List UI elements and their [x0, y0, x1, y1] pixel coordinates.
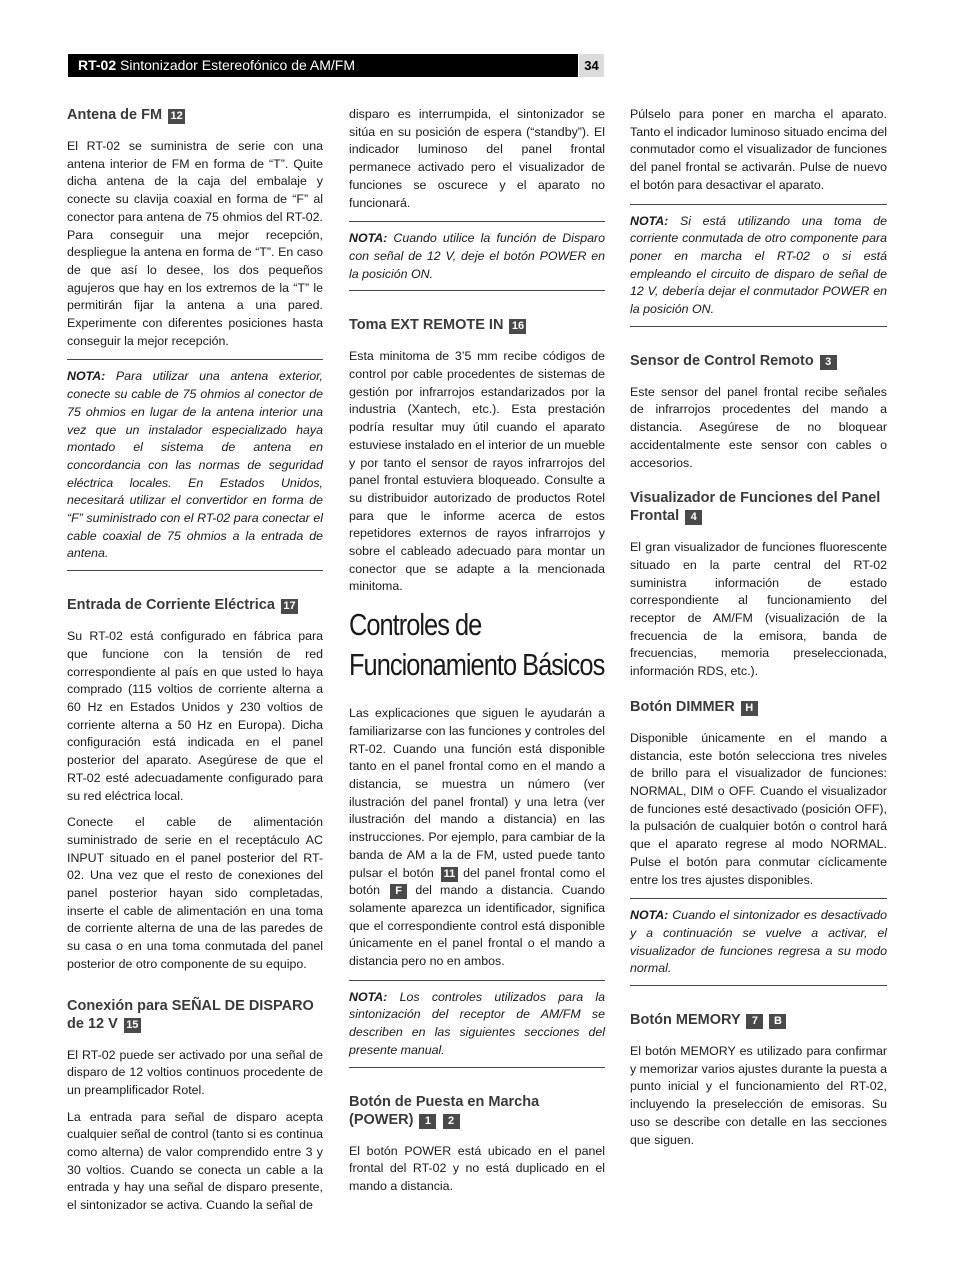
ref-badge: 7 [746, 1014, 763, 1029]
paragraph: Esta minitoma de 3’5 mm recibe códigos de control por cable procedentes de sistemas de gestión por infrarrojos estandarizados por la industria (Xantech, etc.). Esta prestación podría resultar muy útil cuando el aparato estuviese instalado en el interior de un mueble y por tanto el sensor de rayos infrarrojos del panel frontal estuviera bloqueado. Consulte a su distribuidor autorizado de productos Rotel para que le informe acerca de estos repetidores externos de rayos infrarrojos y sobre el cableado adecuado para montar un conector que se adapte a la mencionada minitoma. [349, 349, 605, 594]
paragraph: disparo es interrumpida, el sintonizador se sitúa en su posición de espera (“standby”). El indicador luminoso del panel frontal permanece activado pero el visualizador de funciones se oscurece y el aparato no funcionará. [349, 107, 605, 210]
ref-badge: 15 [124, 1018, 141, 1033]
section-title-antena-fm: Antena de FM 12 [67, 106, 323, 124]
note-text: Los controles utilizados para la sintonización del receptor de AM/FM se describen en las siguientes secciones del presente manual. [349, 989, 605, 1057]
paragraph: Su RT-02 está configurado en fábrica para que funcione con la tensión de red correspondiente al país en que usted lo haya comprado (115 voltios de corriente alterna a 60 Hz en Estados Unidos y 230 voltios de corriente alterna a 50 Hz en Europa). Dicha configuración está indicada en el panel posterior del aparato. Asegúrese de que el RT-02 esté adecuadamente configurado para su red eléctrica local. [67, 629, 323, 803]
note-text: Para utilizar una antena exterior, conecte su cable de 75 ohmios al conector de 75 ohmios en lugar de la antena interior una vez que un instalador especializado haya montado el sistema de antena en concordancia con las normas de seguridad eléctrica locales. En Estados Unidos, necesitará utilizar el convertidor en forma de “F” suministrado con el RT-02 para conectar el cable coaxial de 75 ohmios a la entrada de antena. [67, 369, 323, 561]
note-box [630, 898, 887, 986]
ref-badge: 1 [419, 1114, 436, 1129]
section-title-sensor: Sensor de Control Remoto 3 [630, 352, 887, 370]
section-title-ext-remote: Toma EXT REMOTE IN 16 [349, 316, 605, 334]
section-title-corriente: Entrada de Corriente Eléctrica 17 [67, 596, 323, 614]
section-title-visualizador: Visualizador de Funciones del Panel Frontal 4 [630, 490, 881, 525]
paragraph: Las explicaciones que siguen le ayudarán a familiarizarse con las funciones y controles del RT-02. Cuando una función está disponible tanto en el panel frontal como en el mando a distancia, se muestra un número (ver ilustración del panel frontal) y una letra (ver ilustración del mando a distancia) en las instrucciones. Por ejemplo, para cambiar de la banda de AM a la de FM, usted puede tanto pulsar el botón 11 del panel frontal como el botón F del mando a distancia. Cuando solamente aparezca un identificador, significa que el correspondiente control está disponible únicamente en el panel frontal o el mando a distancia pero no en ambos. [349, 706, 605, 969]
ref-badge: 4 [685, 510, 702, 525]
paragraph: La entrada para señal de disparo acepta cualquier señal de control (tanto si es continua como alterna) de valor comprendido entre 3 y 30 voltios. Cuando se conecta un cable a la entrada y hay una señal de disparo presente, el sintonizador se activa. Cuando la señal de [67, 1109, 323, 1213]
note-text: Si está utilizando una toma de corriente conmutada de otro componente para poner en marcha el RT-02 o si está empleando el circuito de disparo de señal de 12 V, debería dejar el conmutador POWER en la posición ON. [630, 213, 887, 317]
note-label: NOTA: [67, 369, 106, 384]
note-box [349, 221, 605, 291]
ref-badge: H [741, 701, 758, 716]
note-box [67, 359, 323, 571]
note-box [349, 980, 605, 1068]
ref-badge: F [390, 884, 407, 899]
paragraph: El RT-02 se suministra de serie con una antena interior de FM en forma de “T”. Quite dicha antena de la caja del embalaje y conecte su clavija coaxial en forma de “F” al conector para antena de 75 ohmios del RT-02. Para conseguir una mejor recepción, despliegue la antena en forma de “T”. En caso de que así lo desee, los dos pequeños agujeros que hay en los extremos de la “T” le permitirán fijar la antena a una pared. Experimente con diferentes posiciones hasta conseguir la mejor recepción. [67, 139, 323, 348]
note-text: Cuando el sintonizador es desactivado y a continuación se vuelve a activar, el visualizador de funciones regresa a su modo normal. [630, 908, 887, 976]
section-title-disparo: Conexión para SEÑAL DE DISPARO de 12 V 15 [67, 997, 314, 1032]
section-title-power: Botón de Puesta en Marcha (POWER) 1 2 [349, 1093, 540, 1128]
note-label: NOTA: [349, 231, 388, 246]
paragraph: Este sensor del panel frontal recibe señales de infrarrojos procedentes del mando a distancia. Asegúrese de no bloquear accidentalmente este sensor con cables o accesorios. [630, 384, 887, 470]
ref-badge: 16 [509, 319, 526, 334]
column-2 [349, 106, 605, 1205]
note-label: NOTA: [349, 989, 388, 1004]
paragraph: El botón POWER está ubicado en el panel frontal del RT-02 y no está duplicado en el mando a distancia. [349, 1143, 605, 1193]
page-number: 34 [579, 54, 604, 77]
note-label: NOTA: [630, 908, 669, 923]
model-name: RT-02 [78, 57, 117, 73]
column-3 [630, 106, 887, 1158]
page-header [68, 54, 578, 77]
note-box [630, 204, 887, 327]
section-title-dimmer: Botón DIMMER H [630, 698, 887, 716]
paragraph: El gran visualizador de funciones fluorescente situado en la parte central del RT-02 suministra información de estado correspondiente al funcionamiento del receptor de AM/FM (visualización de la frecuencia de la emisora, banda de frecuencias, memoria preseleccionada, información RDS, etc.). [630, 540, 887, 679]
ref-badge: 3 [820, 355, 837, 370]
paragraph: El RT-02 puede ser activado por una señal de disparo de 12 voltios continuos procedente de un preamplificador Rotel. [67, 1047, 323, 1097]
column-1 [67, 106, 323, 1224]
chapter-title: Controles de Funcionamiento Básicos [349, 607, 605, 683]
ref-badge: 2 [443, 1114, 460, 1129]
paragraph: Disponible únicamente en el mando a distancia, este botón selecciona tres niveles de brillo para el visualizador de funciones: NORMAL, DIM o OFF. Cuando el visualizador de funciones esté desactivado (posición OFF), la pulsación de cualquier botón o control hará que el aparato regrese al modo NORMAL. Pulse el botón para conmutar cíclicamente entre los tres ajustes disponibles. [630, 730, 887, 887]
paragraph: Conecte el cable de alimentación suministrado de serie en el receptáculo AC INPUT situado en el panel posterior del RT-02. Una vez que el resto de conexiones del panel posterior hayan sido completadas, inserte el cable de alimentación en una toma de corriente alterna de una de las paredes de su casa o en una toma conmutada del panel posterior de otro componente de su equipo. [67, 815, 323, 971]
ref-badge: 17 [281, 599, 298, 614]
ref-badge: 11 [441, 867, 458, 882]
section-title-memory: Botón MEMORY 7 B [630, 1011, 887, 1029]
paragraph: El botón MEMORY es utilizado para confirmar y memorizar varios ajustes durante la puesta a punto inicial y el funcionamiento del RT-02, incluyendo la preselección de emisoras. Su uso se describe con detalle en las secciones que siguen. [630, 1044, 887, 1147]
paragraph: Púlselo para poner en marcha el aparato. Tanto el indicador luminoso situado encima del conmutador como el visualizador de funciones del panel frontal se activarán. Pulse de nuevo el botón para desactivar el aparato. [630, 107, 887, 192]
note-label: NOTA: [630, 213, 669, 228]
ref-badge: 12 [168, 109, 185, 124]
ref-badge: B [769, 1014, 786, 1029]
header-title: Sintonizador Estereofónico de AM/FM [120, 57, 356, 73]
note-text: Cuando utilice la función de Disparo con señal de 12 V, deje el botón POWER en la posición ON. [349, 231, 605, 281]
